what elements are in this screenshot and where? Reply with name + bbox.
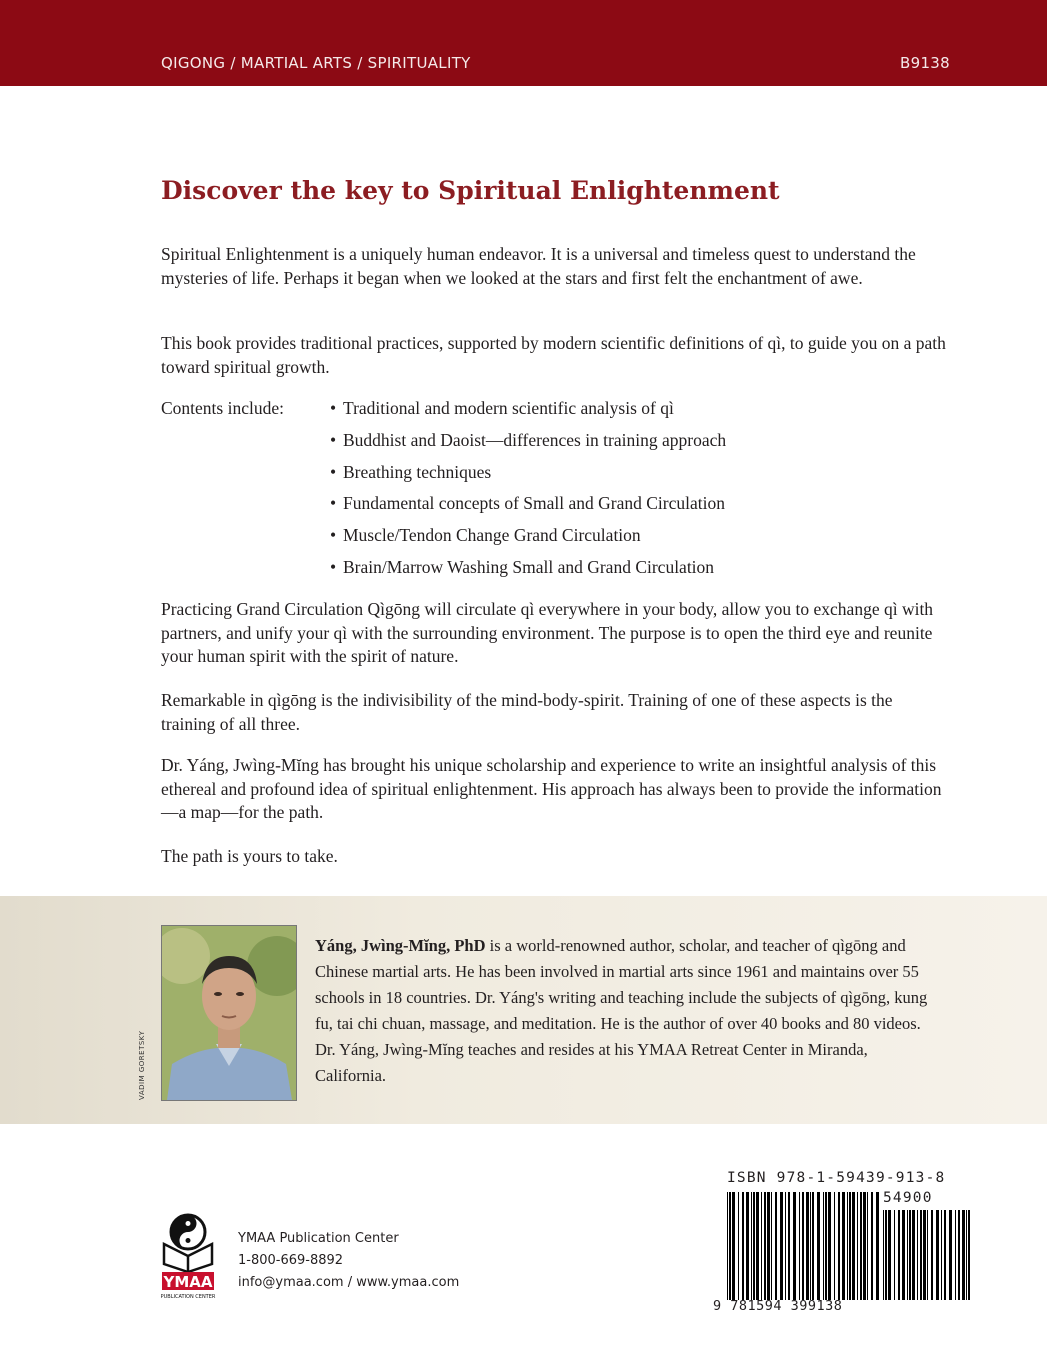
bullet-icon: • — [330, 461, 337, 482]
logo-subtext: PUBLICATION CENTER — [160, 1294, 216, 1300]
list-item: • Breathing techniques — [330, 461, 492, 482]
purpose-paragraph: This book provides traditional practices, supported by modern scientific definitions of qì, to guide you on a path toward spiritual growth. — [161, 333, 946, 377]
list-item: • Traditional and modern scientific analysis of qì — [330, 398, 674, 418]
contents-list — [330, 398, 726, 589]
photo-credit: VADIM GORETSKY — [138, 1030, 146, 1100]
remarkable-paragraph: Remarkable in qìgōng is the indivisibility of the mind-body-spirit. Training of one of these aspects is the training of all three. — [161, 690, 893, 734]
practice-paragraph: Practicing Grand Circulation Qìgōng will circulate qì everywhere in your body, allow you to exchange qì with partners, and unify your qì with the surrounding environment. The purpose is to open the third eye and reunite your human spirit with the spirit of nature. — [161, 599, 934, 666]
isbn-label: ISBN 978-1-59439-913-8 — [727, 1170, 946, 1186]
author-paragraph: Dr. Yáng, Jwìng-Mĭng has brought his unique scholarship and experience to write an insightful analysis of this ethereal and profound idea of spiritual enlightenment. His approach has always been to provide the information—a map—for the path. — [161, 755, 942, 822]
list-item: • Fundamental concepts of Small and Grand Circulation — [330, 493, 725, 514]
bullet-icon: • — [330, 493, 337, 514]
list-item: • Brain/Marrow Washing Small and Grand Circulation — [330, 556, 715, 577]
bullet-icon: • — [330, 429, 337, 450]
author-bio-text: is a world-renowned author, scholar, and teacher of qìgōng and Chinese martial arts. He has been involved in martial arts since 1961 and maintains over 55 schools in 18 countries. Dr. Yáng's writing and teaching include the subjects of qìgōng, kung fu, tai chi chuan, massage, and meditation. He is the author of over 40 books and 80 videos. Dr. Yáng, Jwìng-Mĭng teaches and resides at his YMAA Retreat Center in Miranda, California. — [315, 936, 928, 1085]
author-bio — [315, 933, 935, 1089]
publisher-phone: 1-800-669-8892 — [238, 1253, 344, 1268]
publisher-info — [238, 1228, 459, 1294]
closing-paragraph: The path is yours to take. — [161, 846, 338, 866]
author-name: Yáng, Jwìng-Mĭng, PhD — [315, 936, 486, 955]
publisher-contact: info@ymaa.com / www.ymaa.com — [238, 1275, 460, 1290]
product-code: B9138 — [900, 54, 950, 72]
barcode-block — [713, 1170, 973, 1320]
category-banner — [0, 0, 1047, 86]
contents-label: Contents include: — [161, 398, 284, 418]
publisher-logo — [158, 1212, 222, 1300]
category-label: QIGONG / MARTIAL ARTS / SPIRITUALITY — [161, 54, 471, 72]
bullet-icon: • — [330, 525, 337, 546]
headline: Discover the key to Spiritual Enlightenment — [161, 176, 780, 205]
list-item: • Muscle/Tendon Change Grand Circulation — [330, 525, 641, 546]
list-item: • Buddhist and Daoist—differences in training approach — [330, 429, 727, 450]
bullet-icon: • — [330, 398, 337, 418]
intro-paragraph: Spiritual Enlightenment is a uniquely human endeavor. It is a universal and timeless quest to understand the mysteries of life. Perhaps it began when we looked at the stars and first felt the enchantment of awe. — [161, 244, 916, 288]
price-code: 54900 — [883, 1190, 933, 1206]
logo-text: YMAA — [163, 1273, 213, 1291]
publisher-name: YMAA Publication Center — [238, 1231, 399, 1246]
barcode-number: 9 781594 399138 — [713, 1298, 843, 1314]
author-photo — [161, 925, 297, 1101]
bullet-icon: • — [330, 556, 337, 577]
